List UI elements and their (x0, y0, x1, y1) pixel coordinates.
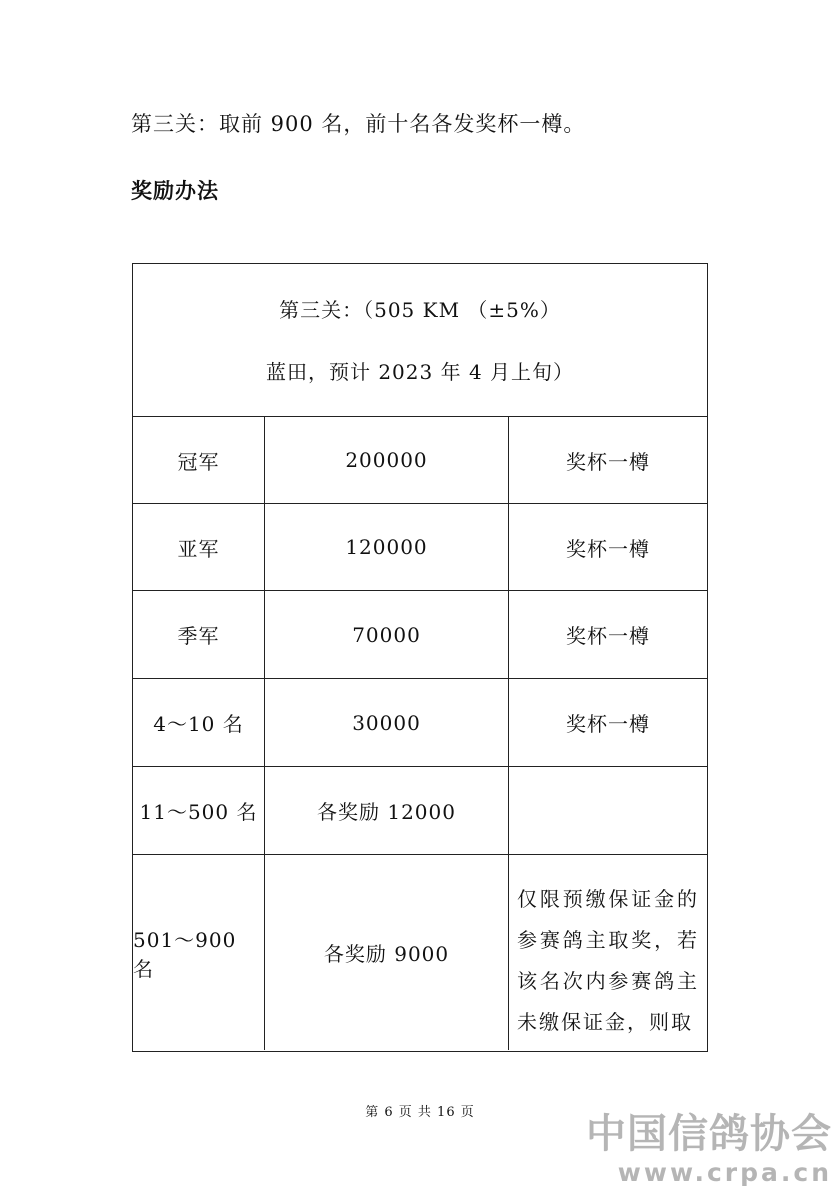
table-header-location: 蓝田，预计 2023 年 4 月上旬） (265, 360, 575, 384)
watermark-logo (586, 1110, 832, 1188)
extra-cell (509, 855, 707, 1050)
watermark-url: www.crpa.cn (617, 1158, 832, 1187)
intro-paragraph: 第三关：取前 900 名，前十名各发奖杯一樽。 (131, 112, 586, 136)
reward-table (132, 263, 708, 1052)
rank-cell: 亚军 (133, 504, 265, 590)
extra-cell: 奖杯一樽 (566, 624, 650, 648)
amount-cell: 70000 (265, 591, 509, 678)
table-row (133, 504, 707, 591)
amount-cell: 200000 (265, 417, 509, 503)
extra-cell: 奖杯一樽 (566, 536, 650, 561)
rank-cell: 4～10 名 (133, 679, 265, 766)
rank-cell: 11～500 名 (133, 767, 265, 854)
table-header-stage: 第三关：（505 KM （±5%） (279, 298, 561, 322)
amount-cell: 各奖励 9000 (265, 855, 509, 1050)
rank-cell: 501～900 名 (133, 855, 265, 1050)
eligibility-note: 仅限预缴保证金的参赛鸽主取奖，若该名次内参赛鸽主未缴保证金，则取 (517, 887, 699, 1034)
table-row (133, 767, 707, 855)
extra-cell: 奖杯一樽 (566, 712, 650, 736)
rank-cell: 冠军 (133, 417, 265, 503)
watermark-name: 中国信鸽协会 (586, 1111, 832, 1157)
amount-cell: 120000 (265, 504, 509, 590)
table-row (133, 417, 707, 504)
rank-cell: 季军 (133, 591, 265, 678)
table-row (133, 855, 707, 1050)
section-heading: 奖励办法 (131, 179, 219, 203)
table-row (133, 679, 707, 767)
extra-cell (509, 767, 707, 854)
page-footer: 第 6 页 共 16 页 (365, 1105, 475, 1120)
extra-cell: 奖杯一樽 (566, 449, 650, 474)
table-row (133, 591, 707, 679)
amount-cell: 30000 (265, 679, 509, 766)
amount-cell: 各奖励 12000 (265, 767, 509, 854)
table-header (133, 264, 707, 417)
